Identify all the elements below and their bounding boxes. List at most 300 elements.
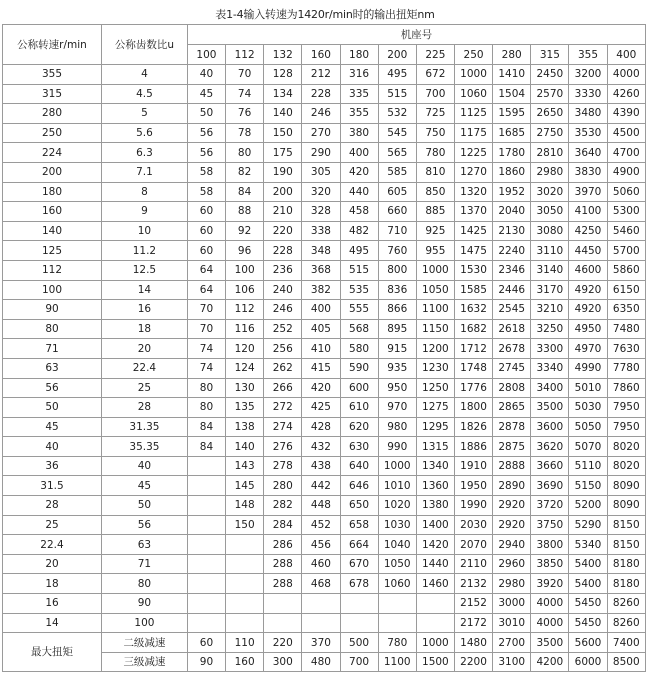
torque-cell: 1000 bbox=[416, 260, 454, 280]
torque-cell: 400 bbox=[340, 143, 378, 163]
torque-cell: 885 bbox=[416, 202, 454, 222]
torque-cell: 45 bbox=[187, 84, 225, 104]
max-torque-row bbox=[3, 633, 646, 653]
torque-cell: 3920 bbox=[531, 574, 569, 594]
torque-cell: 240 bbox=[264, 280, 302, 300]
torque-cell bbox=[226, 554, 264, 574]
ratio-cell: 80 bbox=[102, 574, 188, 594]
max-torque-cell: 220 bbox=[264, 633, 302, 653]
torque-cell: 866 bbox=[378, 300, 416, 320]
torque-cell: 990 bbox=[378, 437, 416, 457]
torque-cell: 7950 bbox=[607, 417, 645, 437]
torque-cell bbox=[226, 535, 264, 555]
torque-cell: 2888 bbox=[493, 456, 531, 476]
table-row bbox=[3, 496, 646, 516]
torque-cell: 750 bbox=[416, 123, 454, 143]
torque-cell: 950 bbox=[378, 378, 416, 398]
torque-cell: 7780 bbox=[607, 358, 645, 378]
table-row bbox=[3, 378, 646, 398]
header-row-1 bbox=[3, 25, 646, 45]
torque-cell: 4970 bbox=[569, 339, 607, 359]
table-row bbox=[3, 456, 646, 476]
torque-cell: 1910 bbox=[454, 456, 492, 476]
torque-cell: 1380 bbox=[416, 496, 454, 516]
max-torque-cell: 1000 bbox=[416, 633, 454, 653]
torque-cell: 3500 bbox=[531, 398, 569, 418]
torque-cell: 6350 bbox=[607, 300, 645, 320]
torque-cell: 438 bbox=[302, 456, 340, 476]
torque-cell: 2030 bbox=[454, 515, 492, 535]
torque-cell: 8020 bbox=[607, 437, 645, 457]
torque-cell: 3010 bbox=[493, 613, 531, 633]
torque-cell: 84 bbox=[226, 182, 264, 202]
torque-cell: 780 bbox=[416, 143, 454, 163]
torque-cell: 1200 bbox=[416, 339, 454, 359]
torque-cell: 5070 bbox=[569, 437, 607, 457]
table-title: 表1-4输入转速为1420r/min时的输出扭矩nm bbox=[215, 8, 435, 21]
torque-cell: 1860 bbox=[493, 162, 531, 182]
torque-cell: 3250 bbox=[531, 319, 569, 339]
torque-cell: 5700 bbox=[607, 241, 645, 261]
torque-cell bbox=[226, 594, 264, 614]
torque-cell: 1030 bbox=[378, 515, 416, 535]
table-row bbox=[3, 339, 646, 359]
torque-cell: 3050 bbox=[531, 202, 569, 222]
speed-cell: 125 bbox=[3, 241, 102, 261]
max-torque-cell: 3100 bbox=[493, 652, 531, 672]
speed-cell: 31.5 bbox=[3, 476, 102, 496]
torque-cell: 282 bbox=[264, 496, 302, 516]
torque-cell: 2980 bbox=[493, 574, 531, 594]
torque-cell: 1230 bbox=[416, 358, 454, 378]
frame-size-cell: 112 bbox=[226, 45, 264, 65]
ratio-cell: 31.35 bbox=[102, 417, 188, 437]
torque-cell: 1425 bbox=[454, 221, 492, 241]
torque-cell: 320 bbox=[302, 182, 340, 202]
torque-cell: 7860 bbox=[607, 378, 645, 398]
torque-cell: 425 bbox=[302, 398, 340, 418]
frame-size-cell: 160 bbox=[302, 45, 340, 65]
torque-cell: 1010 bbox=[378, 476, 416, 496]
speed-cell: 56 bbox=[3, 378, 102, 398]
table-row bbox=[3, 574, 646, 594]
torque-cell: 664 bbox=[340, 535, 378, 555]
torque-cell: 1504 bbox=[493, 84, 531, 104]
torque-cell: 3850 bbox=[531, 554, 569, 574]
torque-cell: 495 bbox=[340, 241, 378, 261]
torque-cell: 3690 bbox=[531, 476, 569, 496]
speed-cell: 63 bbox=[3, 358, 102, 378]
torque-cell: 495 bbox=[378, 65, 416, 85]
torque-cell: 5200 bbox=[569, 496, 607, 516]
torque-cell: 124 bbox=[226, 358, 264, 378]
speed-cell: 14 bbox=[3, 613, 102, 633]
torque-cell: 2745 bbox=[493, 358, 531, 378]
torque-cell: 3110 bbox=[531, 241, 569, 261]
torque-cell: 246 bbox=[302, 104, 340, 124]
torque-cell: 442 bbox=[302, 476, 340, 496]
torque-cell: 1800 bbox=[454, 398, 492, 418]
torque-cell: 1460 bbox=[416, 574, 454, 594]
torque-cell: 210 bbox=[264, 202, 302, 222]
frame-size-cell: 100 bbox=[187, 45, 225, 65]
ratio-cell: 45 bbox=[102, 476, 188, 496]
torque-cell bbox=[340, 594, 378, 614]
speed-cell: 36 bbox=[3, 456, 102, 476]
torque-cell: 760 bbox=[378, 241, 416, 261]
torque-cell: 382 bbox=[302, 280, 340, 300]
table-row bbox=[3, 221, 646, 241]
torque-cell: 650 bbox=[340, 496, 378, 516]
torque-cell: 2446 bbox=[493, 280, 531, 300]
torque-cell: 3720 bbox=[531, 496, 569, 516]
torque-cell: 3000 bbox=[493, 594, 531, 614]
torque-cell: 1275 bbox=[416, 398, 454, 418]
reduction-stage-cell: 二级减速 bbox=[102, 633, 188, 653]
max-torque-cell: 1500 bbox=[416, 652, 454, 672]
torque-cell: 1100 bbox=[416, 300, 454, 320]
torque-cell: 1826 bbox=[454, 417, 492, 437]
ratio-cell: 11.2 bbox=[102, 241, 188, 261]
table-body bbox=[3, 65, 646, 672]
torque-cell: 565 bbox=[378, 143, 416, 163]
torque-cell: 290 bbox=[302, 143, 340, 163]
table-row bbox=[3, 162, 646, 182]
torque-cell: 50 bbox=[187, 104, 225, 124]
torque-cell: 1475 bbox=[454, 241, 492, 261]
torque-cell: 4600 bbox=[569, 260, 607, 280]
torque-cell: 400 bbox=[302, 300, 340, 320]
max-torque-cell: 500 bbox=[340, 633, 378, 653]
torque-cell: 1315 bbox=[416, 437, 454, 457]
torque-cell bbox=[187, 515, 225, 535]
torque-cell: 3750 bbox=[531, 515, 569, 535]
torque-cell: 1712 bbox=[454, 339, 492, 359]
speed-cell: 140 bbox=[3, 221, 102, 241]
torque-cell: 440 bbox=[340, 182, 378, 202]
torque-cell: 1040 bbox=[378, 535, 416, 555]
speed-cell: 160 bbox=[3, 202, 102, 222]
torque-cell: 580 bbox=[340, 339, 378, 359]
torque-cell: 1440 bbox=[416, 554, 454, 574]
torque-cell: 1050 bbox=[378, 554, 416, 574]
torque-cell: 8180 bbox=[607, 574, 645, 594]
ratio-cell: 22.4 bbox=[102, 358, 188, 378]
torque-cell: 220 bbox=[264, 221, 302, 241]
torque-cell: 1125 bbox=[454, 104, 492, 124]
torque-cell: 116 bbox=[226, 319, 264, 339]
torque-cell: 58 bbox=[187, 182, 225, 202]
torque-cell: 64 bbox=[187, 260, 225, 280]
torque-cell: 4920 bbox=[569, 280, 607, 300]
torque-cell: 2940 bbox=[493, 535, 531, 555]
torque-cell: 1595 bbox=[493, 104, 531, 124]
torque-cell: 515 bbox=[378, 84, 416, 104]
torque-cell: 278 bbox=[264, 456, 302, 476]
ratio-cell: 6.3 bbox=[102, 143, 188, 163]
max-torque-cell: 370 bbox=[302, 633, 340, 653]
torque-cell: 5400 bbox=[569, 554, 607, 574]
torque-cell: 80 bbox=[187, 398, 225, 418]
torque-cell: 58 bbox=[187, 162, 225, 182]
table-row bbox=[3, 104, 646, 124]
torque-cell: 7480 bbox=[607, 319, 645, 339]
torque-cell: 60 bbox=[187, 241, 225, 261]
torque-cell: 2152 bbox=[454, 594, 492, 614]
torque-cell: 305 bbox=[302, 162, 340, 182]
torque-cell: 96 bbox=[226, 241, 264, 261]
table-row bbox=[3, 84, 646, 104]
torque-cell: 4900 bbox=[607, 162, 645, 182]
max-torque-cell: 480 bbox=[302, 652, 340, 672]
torque-cell bbox=[187, 574, 225, 594]
ratio-cell: 28 bbox=[102, 398, 188, 418]
torque-cell: 420 bbox=[340, 162, 378, 182]
ratio-cell: 90 bbox=[102, 594, 188, 614]
torque-cell: 1060 bbox=[378, 574, 416, 594]
torque-cell: 76 bbox=[226, 104, 264, 124]
table-row bbox=[3, 260, 646, 280]
torque-cell: 640 bbox=[340, 456, 378, 476]
torque-cell: 568 bbox=[340, 319, 378, 339]
torque-cell: 5150 bbox=[569, 476, 607, 496]
torque-cell: 3200 bbox=[569, 65, 607, 85]
torque-cell: 4700 bbox=[607, 143, 645, 163]
torque-cell: 288 bbox=[264, 554, 302, 574]
torque-cell: 368 bbox=[302, 260, 340, 280]
torque-cell: 5110 bbox=[569, 456, 607, 476]
torque-cell: 670 bbox=[340, 554, 378, 574]
torque-cell: 1050 bbox=[416, 280, 454, 300]
torque-cell: 143 bbox=[226, 456, 264, 476]
torque-cell: 2570 bbox=[531, 84, 569, 104]
torque-cell: 3140 bbox=[531, 260, 569, 280]
torque-cell: 458 bbox=[340, 202, 378, 222]
torque-cell: 4950 bbox=[569, 319, 607, 339]
torque-cell: 1952 bbox=[493, 182, 531, 202]
torque-cell: 1340 bbox=[416, 456, 454, 476]
torque-cell: 700 bbox=[416, 84, 454, 104]
torque-cell: 8150 bbox=[607, 515, 645, 535]
max-torque-cell: 1480 bbox=[454, 633, 492, 653]
torque-cell: 284 bbox=[264, 515, 302, 535]
ratio-cell: 12.5 bbox=[102, 260, 188, 280]
torque-cell: 150 bbox=[264, 123, 302, 143]
torque-cell: 3640 bbox=[569, 143, 607, 163]
torque-cell: 80 bbox=[187, 378, 225, 398]
torque-cell: 190 bbox=[264, 162, 302, 182]
torque-cell: 810 bbox=[416, 162, 454, 182]
frame-size-cell: 200 bbox=[378, 45, 416, 65]
torque-cell: 78 bbox=[226, 123, 264, 143]
max-torque-cell: 2200 bbox=[454, 652, 492, 672]
speed-cell: 20 bbox=[3, 554, 102, 574]
frame-size-cell: 180 bbox=[340, 45, 378, 65]
torque-cell: 135 bbox=[226, 398, 264, 418]
torque-cell: 288 bbox=[264, 574, 302, 594]
table-row bbox=[3, 417, 646, 437]
torque-cell: 590 bbox=[340, 358, 378, 378]
torque-cell: 1632 bbox=[454, 300, 492, 320]
torque-cell: 256 bbox=[264, 339, 302, 359]
torque-cell: 850 bbox=[416, 182, 454, 202]
torque-cell: 60 bbox=[187, 221, 225, 241]
torque-cell: 5400 bbox=[569, 574, 607, 594]
torque-cell: 175 bbox=[264, 143, 302, 163]
speed-cell: 71 bbox=[3, 339, 102, 359]
torque-cell: 1225 bbox=[454, 143, 492, 163]
torque-cell: 5860 bbox=[607, 260, 645, 280]
torque-cell: 605 bbox=[378, 182, 416, 202]
table-row bbox=[3, 594, 646, 614]
torque-cell: 6150 bbox=[607, 280, 645, 300]
torque-cell: 1748 bbox=[454, 358, 492, 378]
torque-cell: 70 bbox=[187, 300, 225, 320]
torque-cell: 56 bbox=[187, 123, 225, 143]
torque-cell: 8180 bbox=[607, 554, 645, 574]
speed-header: 公称转速r/min bbox=[3, 25, 102, 65]
table-row bbox=[3, 476, 646, 496]
torque-cell: 328 bbox=[302, 202, 340, 222]
torque-cell: 4100 bbox=[569, 202, 607, 222]
torque-cell: 658 bbox=[340, 515, 378, 535]
ratio-cell: 71 bbox=[102, 554, 188, 574]
torque-cell bbox=[264, 594, 302, 614]
torque-cell: 138 bbox=[226, 417, 264, 437]
speed-cell: 80 bbox=[3, 319, 102, 339]
speed-cell: 200 bbox=[3, 162, 102, 182]
max-torque-cell: 8500 bbox=[607, 652, 645, 672]
torque-cell: 620 bbox=[340, 417, 378, 437]
torque-cell: 2960 bbox=[493, 554, 531, 574]
torque-cell: 128 bbox=[264, 65, 302, 85]
torque-cell: 3620 bbox=[531, 437, 569, 457]
torque-cell: 2808 bbox=[493, 378, 531, 398]
torque-cell: 2650 bbox=[531, 104, 569, 124]
torque-cell: 3530 bbox=[569, 123, 607, 143]
torque-cell: 3660 bbox=[531, 456, 569, 476]
torque-cell: 335 bbox=[340, 84, 378, 104]
torque-cell: 2346 bbox=[493, 260, 531, 280]
max-torque-cell: 3500 bbox=[531, 633, 569, 653]
torque-cell: 3970 bbox=[569, 182, 607, 202]
table-row bbox=[3, 143, 646, 163]
torque-cell: 710 bbox=[378, 221, 416, 241]
torque-cell: 5300 bbox=[607, 202, 645, 222]
torque-cell: 286 bbox=[264, 535, 302, 555]
torque-cell: 1950 bbox=[454, 476, 492, 496]
torque-cell: 2878 bbox=[493, 417, 531, 437]
speed-cell: 355 bbox=[3, 65, 102, 85]
torque-cell: 630 bbox=[340, 437, 378, 457]
speed-cell: 45 bbox=[3, 417, 102, 437]
ratio-cell: 56 bbox=[102, 515, 188, 535]
torque-cell: 895 bbox=[378, 319, 416, 339]
torque-cell: 3170 bbox=[531, 280, 569, 300]
torque-cell: 266 bbox=[264, 378, 302, 398]
torque-cell: 2920 bbox=[493, 515, 531, 535]
torque-cell: 4000 bbox=[607, 65, 645, 85]
table-row bbox=[3, 437, 646, 457]
torque-cell: 1360 bbox=[416, 476, 454, 496]
torque-cell: 452 bbox=[302, 515, 340, 535]
torque-cell bbox=[226, 574, 264, 594]
torque-cell: 1175 bbox=[454, 123, 492, 143]
torque-cell: 8260 bbox=[607, 613, 645, 633]
torque-cell: 1990 bbox=[454, 496, 492, 516]
torque-cell: 3600 bbox=[531, 417, 569, 437]
ratio-cell: 20 bbox=[102, 339, 188, 359]
torque-cell: 2890 bbox=[493, 476, 531, 496]
torque-cell: 106 bbox=[226, 280, 264, 300]
torque-cell: 3330 bbox=[569, 84, 607, 104]
torque-cell: 7950 bbox=[607, 398, 645, 418]
torque-cell bbox=[187, 496, 225, 516]
ratio-cell: 16 bbox=[102, 300, 188, 320]
torque-cell: 1295 bbox=[416, 417, 454, 437]
torque-cell: 140 bbox=[264, 104, 302, 124]
torque-cell: 5340 bbox=[569, 535, 607, 555]
torque-cell: 1530 bbox=[454, 260, 492, 280]
torque-cell: 4000 bbox=[531, 594, 569, 614]
torque-cell: 3340 bbox=[531, 358, 569, 378]
torque-cell: 280 bbox=[264, 476, 302, 496]
torque-cell: 2545 bbox=[493, 300, 531, 320]
frame-size-cell: 280 bbox=[493, 45, 531, 65]
torque-cell: 40 bbox=[187, 65, 225, 85]
torque-cell bbox=[187, 594, 225, 614]
torque-cell: 1270 bbox=[454, 162, 492, 182]
torque-cell: 7630 bbox=[607, 339, 645, 359]
ratio-cell: 9 bbox=[102, 202, 188, 222]
table-row bbox=[3, 398, 646, 418]
torque-cell: 134 bbox=[264, 84, 302, 104]
torque-cell: 236 bbox=[264, 260, 302, 280]
torque-cell: 8260 bbox=[607, 594, 645, 614]
torque-cell: 2875 bbox=[493, 437, 531, 457]
torque-cell: 5030 bbox=[569, 398, 607, 418]
table-row bbox=[3, 613, 646, 633]
torque-cell: 1410 bbox=[493, 65, 531, 85]
max-torque-cell: 780 bbox=[378, 633, 416, 653]
torque-cell: 2070 bbox=[454, 535, 492, 555]
max-torque-cell: 700 bbox=[340, 652, 378, 672]
torque-cell: 3800 bbox=[531, 535, 569, 555]
max-torque-label: 最大扭矩 bbox=[3, 633, 102, 672]
torque-cell: 348 bbox=[302, 241, 340, 261]
max-torque-cell: 300 bbox=[264, 652, 302, 672]
torque-cell: 980 bbox=[378, 417, 416, 437]
table-row bbox=[3, 319, 646, 339]
torque-cell bbox=[187, 613, 225, 633]
torque-cell bbox=[187, 476, 225, 496]
speed-cell: 40 bbox=[3, 437, 102, 457]
ratio-cell: 7.1 bbox=[102, 162, 188, 182]
torque-cell: 1000 bbox=[378, 456, 416, 476]
torque-cell: 274 bbox=[264, 417, 302, 437]
torque-cell: 3210 bbox=[531, 300, 569, 320]
torque-cell: 2130 bbox=[493, 221, 531, 241]
speed-cell: 25 bbox=[3, 515, 102, 535]
frame-size-cell: 315 bbox=[531, 45, 569, 65]
max-torque-cell: 4200 bbox=[531, 652, 569, 672]
torque-cell: 1370 bbox=[454, 202, 492, 222]
torque-cell: 262 bbox=[264, 358, 302, 378]
ratio-cell: 5.6 bbox=[102, 123, 188, 143]
torque-cell: 2132 bbox=[454, 574, 492, 594]
torque-cell: 92 bbox=[226, 221, 264, 241]
torque-cell: 2810 bbox=[531, 143, 569, 163]
